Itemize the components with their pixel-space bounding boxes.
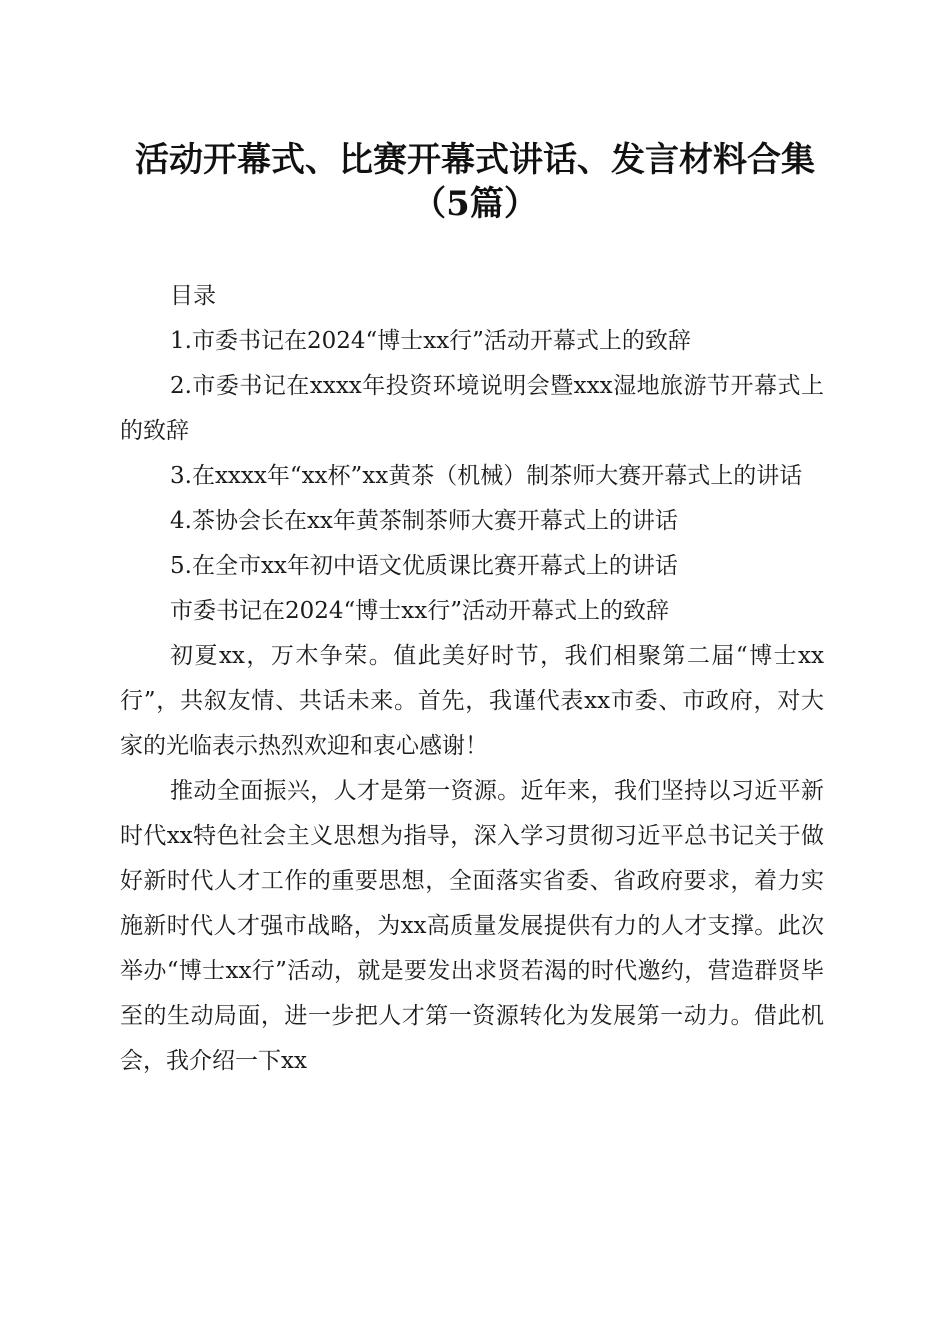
toc-item-1: 1.市委书记在2024“博士xx行”活动开幕式上的致辞 — [170, 328, 691, 354]
toc-item-4: 4.茶协会长在xx年黄茶制茶师大赛开幕式上的讲话 — [170, 508, 678, 534]
toc-item-2: 2.市委书记在xxxx年投资环境说明会暨xxx湿地旅游节开幕式上的致辞 — [120, 373, 824, 444]
document-title-line-1: 活动开幕式、比赛开幕式讲话、发言材料合集 — [135, 140, 815, 180]
document-body — [120, 274, 824, 1084]
toc-heading: 目录 — [170, 283, 216, 309]
toc-item-5: 5.在全市xx年初中语文优质课比赛开幕式上的讲话 — [170, 553, 678, 579]
section-heading: 市委书记在2024“博士xx行”活动开幕式上的致辞 — [170, 598, 669, 624]
body-paragraph: 推动全面振兴，人才是第一资源。近年来，我们坚持以习近平新时代xx特色社会主义思想为指导，深入学习贯彻习近平总书记关于做好新时代人才工作的重要思想，全面落实省委、省政府要求，着力实施新时代人才强市战略，为xx高质量发展提供有力的人才支撑。此次举办“博士xx行”活动，就是要发出求贤若渴的时代邀约，营造群贤毕至的生动局面，进一步把人才第一资源转化为发展第一动力。借此机会，我介绍一下xx — [120, 778, 824, 1074]
body-paragraph: 初夏xx，万木争荣。值此美好时节，我们相聚第二届“博士xx行”，共叙友情、共话未来。首先，我谨代表xx市委、市政府，对大家的光临表示热烈欢迎和衷心感谢！ — [120, 643, 824, 759]
document-title-line-2: （5篇） — [412, 184, 538, 224]
toc-item-3: 3.在xxxx年“xx杯”xx黄茶（机械）制茶师大赛开幕式上的讲话 — [170, 463, 803, 489]
